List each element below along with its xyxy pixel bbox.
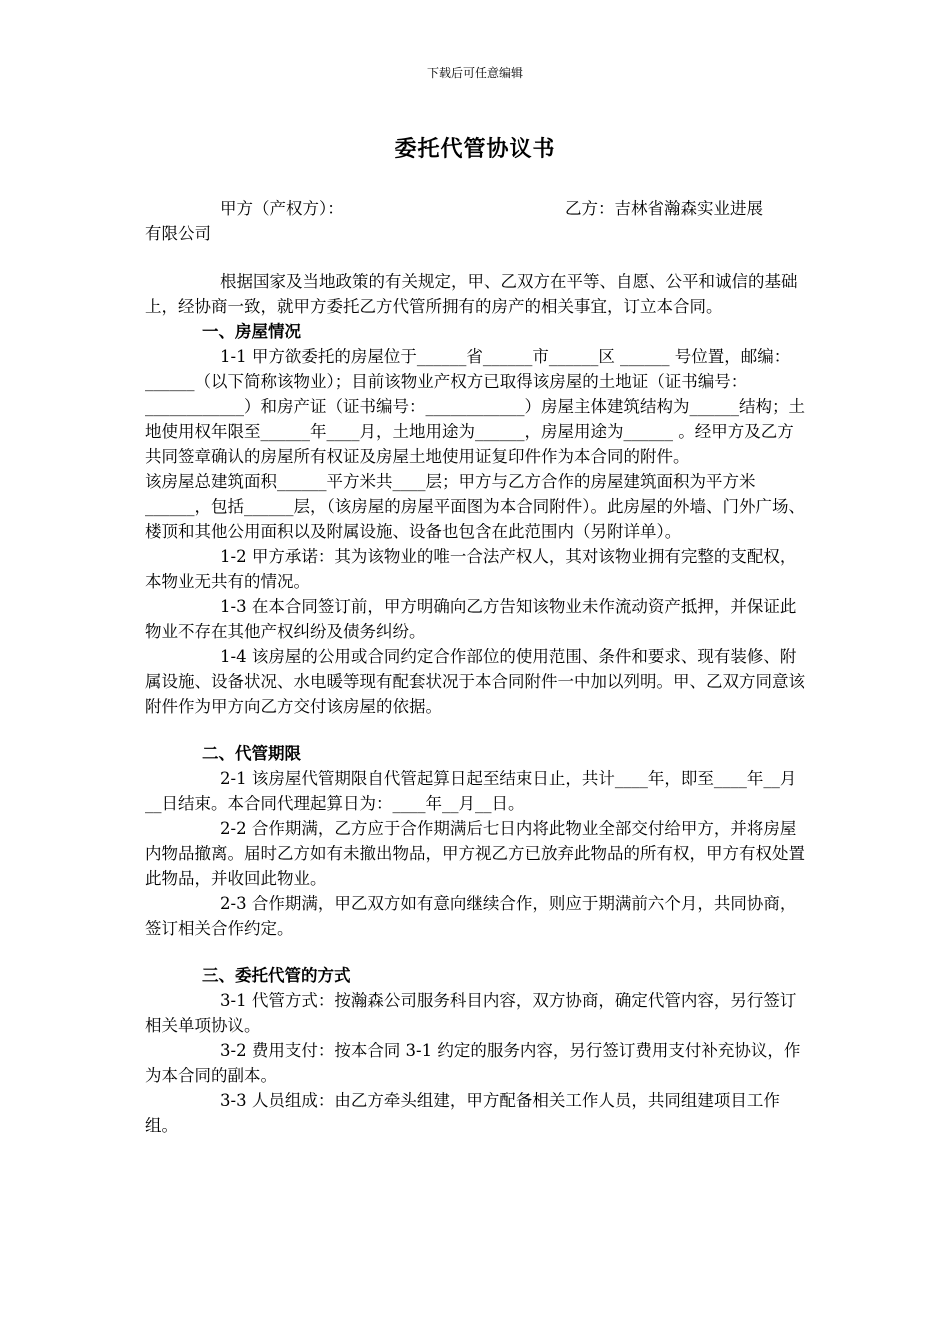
clause-1-1-continued: 该房屋总建筑面积______平方米共____层；甲方与乙方合作的房屋建筑面积为平方米______，包括______层，（该房屋的房屋平面图为本合同附件）。此房屋的外墙、门外广场、楼顶和其他公用面积以及附属设施、设备也包含在此范围内（另附详单）。	[145, 472, 805, 541]
clause-2-3: 2-3 合作期满，甲乙双方如有意向继续合作，则应于期满前六个月，共同协商，签订相关合作约定。	[145, 894, 797, 938]
clause-1-3: 1-3 在本合同签订前，甲方明确向乙方告知该物业未作流动资产抵押，并保证此物业不存在其他产权纠纷及债务纠纷。	[145, 597, 797, 641]
clause-3-1: 3-1 代管方式：按瀚森公司服务科目内容，双方协商，确定代管内容，另行签订相关单项协议。	[145, 991, 797, 1035]
clause-3-2: 3-2 费用支付：按本合同 3-1 约定的服务内容，另行签订费用支付补充协议，作为本合同的副本。	[145, 1041, 801, 1085]
document-title: 委托代管协议书	[394, 136, 556, 162]
clause-1-4: 1-4 该房屋的公用或合同约定合作部位的使用范围、条件和要求、现有装修、附属设施、设备状况、水电暖等现有配套状况于本合同附件一中加以列明。甲、乙双方同意该附件作为甲方向乙方交付该房屋的依据。	[145, 647, 805, 716]
clause-2-2: 2-2 合作期满，乙方应于合作期满后七日内将此物业全部交付给甲方，并将房屋内物品撤离。届时乙方如有未撤出物品，甲方视乙方已放弃此物品的所有权，甲方有权处置此物品，并收回此物业。	[145, 819, 805, 888]
section-3-title: 三、委托代管的方式	[202, 966, 351, 985]
clause-1-1: 1-1 甲方欲委托的房屋位于______省______市______区 ______ 号位置，邮编：______（以下简称该物业）；目前该物业产权方已取得该房屋的土地证（证书编号：____________）和房产证（证书编号：____________）房屋主体建筑结构为______结构；土地使用权年限至______年____月，土地用途为______，房屋用途为______ 。经甲方及乙方共同签章确认的房屋所有权证及房屋土地使用证复印件作为本合同的附件。	[145, 347, 805, 466]
section-1-title: 一、房屋情况	[202, 322, 301, 341]
party-b-continued: 有限公司	[145, 224, 211, 243]
party-a-label: 甲方（产权方）：	[220, 199, 344, 218]
section-2-title: 二、代管期限	[202, 744, 301, 763]
clause-1-2: 1-2 甲方承诺：其为该物业的唯一合法产权人，其对该物业拥有完整的支配权，本物业无共有的情况。	[145, 547, 797, 591]
intro-paragraph: 根据国家及当地政策的有关规定，甲、乙双方在平等、自愿、公平和诚信的基础上，经协商一致，就甲方委托乙方代管所拥有的房产的相关事宜，订立本合同。	[145, 272, 798, 316]
clause-2-1: 2-1 该房屋代管期限自代管起算日起至结束日止，共计____年，即至____年__月__日结束。本合同代理起算日为：____年__月__日。	[145, 769, 797, 813]
page-header-note: 下载后可任意编辑	[426, 66, 523, 80]
document-body	[145, 196, 805, 1138]
party-b-label: 乙方：吉林省瀚森实业进展	[565, 199, 763, 218]
parties-line	[145, 196, 805, 221]
clause-3-3: 3-3 人员组成：由乙方牵头组建，甲方配备相关工作人员，共同组建项目工作组。	[145, 1091, 780, 1135]
